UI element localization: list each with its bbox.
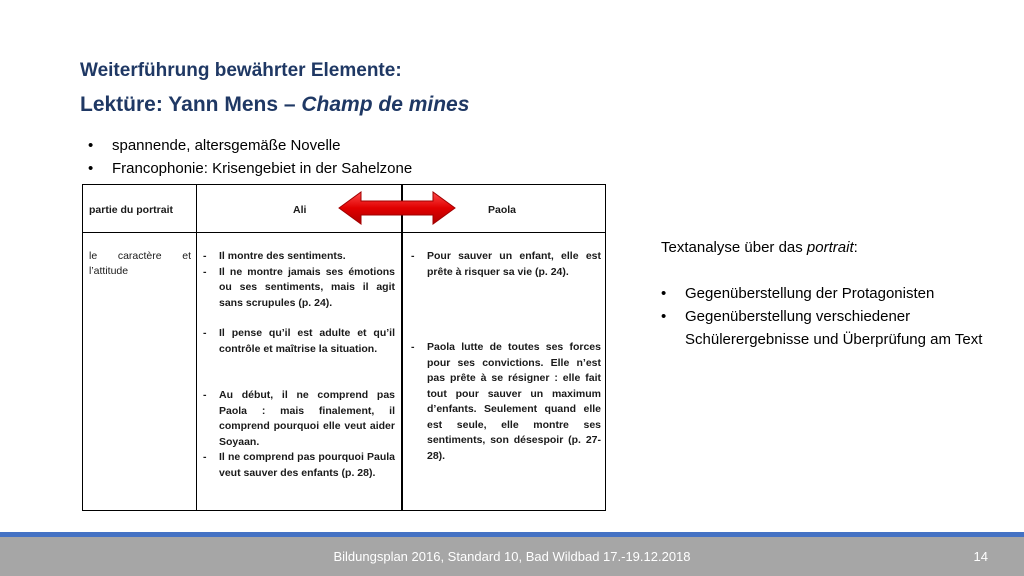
table-divider xyxy=(196,185,197,510)
footer-bar xyxy=(0,537,1024,576)
analysis-intro-plain: Textanalyse über das xyxy=(661,239,807,256)
ali-column xyxy=(199,249,395,481)
slide-title-line1: Weiterführung bewährter Elemente: xyxy=(80,60,402,81)
intro-bullet-list xyxy=(88,134,412,180)
intro-bullet: • Francophonie: Krisengebiet in der Sahelzone xyxy=(88,157,412,180)
ali-item: - Il ne montre jamais ses émotions ou ses sentiments, mais il agit sans scrupules (p. 24). xyxy=(199,265,395,312)
paola-column xyxy=(407,249,601,464)
paola-item: - Paola lutte de toutes ses forces pour ses convictions. Elle n’est pas prête à se résigner : elle fait tout pour sauver un maximum d’enfants. Seulement quand elle est seule, elle montre ses sentiments, son désespoir (p. 27-28). xyxy=(407,340,601,464)
footer-text: Bildungsplan 2016, Standard 10, Bad Wildbad 17.-19.12.2018 xyxy=(333,549,691,564)
table-divider xyxy=(83,232,605,233)
intro-bullet: • spannende, altersgemäße Novelle xyxy=(88,134,412,157)
double-arrow-icon xyxy=(337,190,457,226)
slide-title-line2 xyxy=(80,93,469,117)
header-portrait-part: partie du portrait xyxy=(89,204,174,216)
analysis-bullet-list xyxy=(661,282,991,351)
table-divider xyxy=(401,185,403,510)
header-paola: Paola xyxy=(488,204,517,216)
analysis-intro xyxy=(661,236,991,259)
portrait-comparison-table xyxy=(82,184,606,511)
title-plain-part: Lektüre: Yann Mens – xyxy=(80,93,302,116)
text-analysis-box xyxy=(661,236,991,351)
analysis-intro-italic: portrait xyxy=(806,239,854,256)
analysis-bullet: • Gegenüberstellung verschiedener Schülerergebnisse und Überprüfung am Text xyxy=(661,305,991,351)
page-number: 14 xyxy=(973,549,988,564)
analysis-intro-colon: : xyxy=(853,239,858,256)
ali-item: - Au début, il ne comprend pas Paola : mais finalement, il comprend pourquoi elle veut aider Soyaan. xyxy=(199,388,395,450)
ali-item: - Il ne comprend pas pourquoi Paula veut sauver des enfants (p. 28). xyxy=(199,450,395,481)
paola-item: - Pour sauver un enfant, elle est prête à risquer sa vie (p. 24). xyxy=(407,249,601,280)
row-label: le caractère et l’attitude xyxy=(89,250,191,277)
header-ali: Ali xyxy=(293,204,307,216)
book-title: Champ de mines xyxy=(301,93,470,116)
ali-item: - Il montre des sentiments. xyxy=(199,249,395,265)
ali-item: - Il pense qu’il est adulte et qu’il contrôle et maîtrise la situation. xyxy=(199,326,395,357)
analysis-bullet: • Gegenüberstellung der Protagonisten xyxy=(661,282,991,305)
